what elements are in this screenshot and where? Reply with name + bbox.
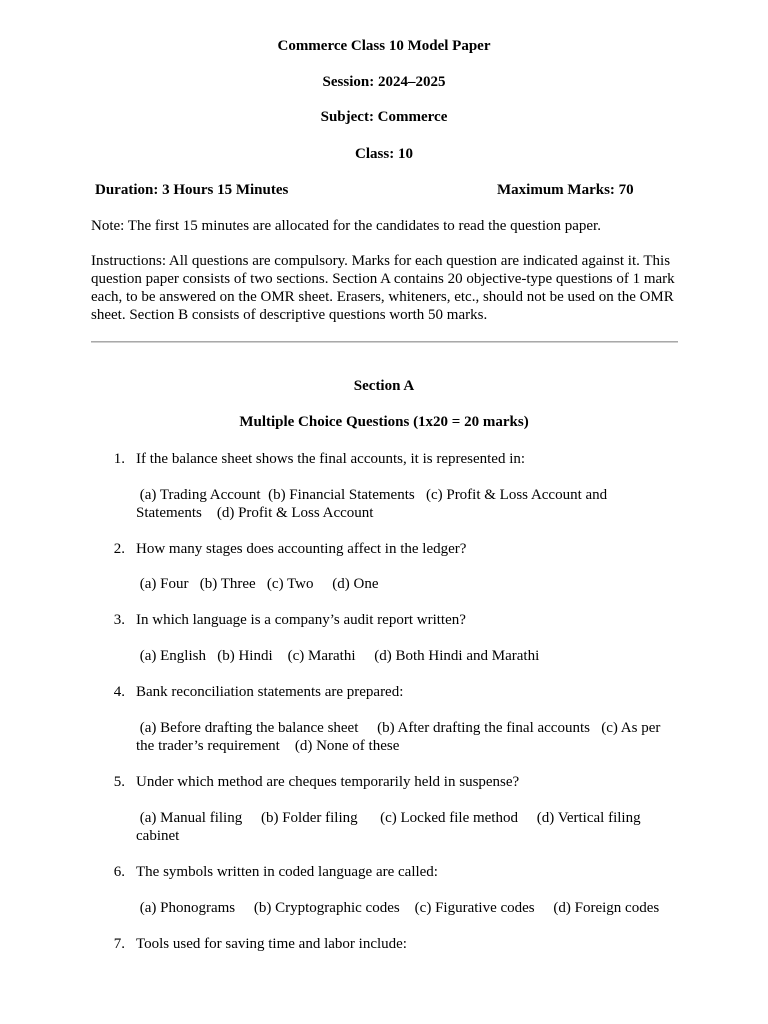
question-text: Tools used for saving time and labor include:	[136, 936, 407, 952]
question-number: 3.	[113, 612, 125, 628]
question-options: (a) English (b) Hindi (c) Marathi (d) Both Hindi and Marathi	[136, 648, 540, 664]
paper-title: Commerce Class 10 Model Paper	[277, 38, 491, 54]
question-text: The symbols written in coded language are called:	[136, 864, 438, 880]
question-text: Under which method are cheques temporarily held in suspense?	[136, 774, 520, 790]
question-text: Bank reconciliation statements are prepared:	[136, 684, 404, 700]
note-paragraph: Note: The first 15 minutes are allocated for the candidates to read the question paper.	[91, 218, 601, 234]
question-options: (a) Trading Account (b) Financial Statements (c) Profit & Loss Account and Statements (d) Profit & Loss Account	[136, 487, 611, 521]
question-options: (a) Manual filing (b) Folder filing (c) Locked file method (d) Vertical filing cabinet	[136, 810, 645, 844]
max-marks-line: Maximum Marks: 70	[497, 182, 634, 198]
question-number: 5.	[113, 774, 125, 790]
question-options: (a) Four (b) Three (c) Two (d) One	[136, 576, 379, 592]
question-number: 4.	[113, 684, 125, 700]
question-options: (a) Before drafting the balance sheet (b) After drafting the final accounts (c) As per the trader’s requirement (d) None of these	[136, 720, 665, 754]
session-line: Session: 2024–2025	[322, 74, 446, 90]
question-number: 1.	[113, 451, 125, 467]
question-text: In which language is a company’s audit report written?	[136, 612, 466, 628]
subject-line: Subject: Commerce	[320, 109, 448, 125]
section-title: Section A	[353, 378, 415, 394]
question-number: 6.	[113, 864, 125, 880]
question-options: (a) Phonograms (b) Cryptographic codes (c) Figurative codes (d) Foreign codes	[136, 900, 660, 916]
question-number: 7.	[113, 936, 125, 952]
class-line: Class: 10	[355, 146, 413, 162]
instructions-paragraph: Instructions: All questions are compulsory. Marks for each question are indicated against it. This question paper consists of two sections. Section A contains 20 objective-type questions of 1 mark each, to be answered on the OMR sheet. Erasers, whiteners, etc., should not be used on the OMR sheet. Section B consists of descriptive questions worth 50 marks.	[91, 253, 675, 323]
question-number: 2.	[113, 541, 125, 557]
section-divider	[91, 341, 678, 343]
duration-line: Duration: 3 Hours 15 Minutes	[95, 182, 289, 198]
question-text: If the balance sheet shows the final accounts, it is represented in:	[136, 451, 526, 467]
section-subtitle: Multiple Choice Questions (1x20 = 20 marks)	[239, 414, 529, 430]
question-text: How many stages does accounting affect in the ledger?	[136, 541, 467, 557]
